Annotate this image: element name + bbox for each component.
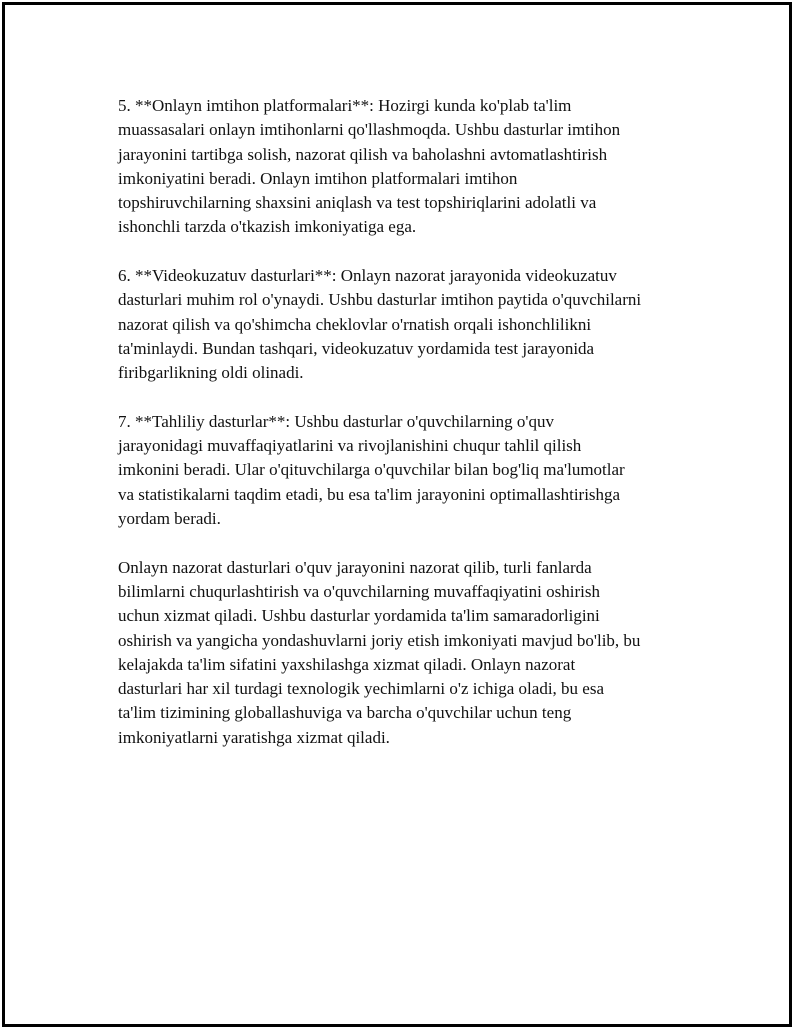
paragraph-conclusion <box>118 556 698 750</box>
text-line: oshirish va yangicha yondashuvlarni joriy etish imkoniyati mavjud bo'lib, bu <box>118 630 641 650</box>
paragraph-video-surveillance <box>118 264 698 385</box>
text-line: kelajakda ta'lim sifatini yaxshilashga xizmat qiladi. Onlayn nazorat <box>118 654 576 674</box>
text-line: 5. **Onlayn imtihon platformalari**: Hozirgi kunda ko'plab ta'lim <box>118 96 572 115</box>
text-line: va statistikalarni taqdim etadi, bu esa ta'lim jarayonini optimallashtirishga <box>118 484 621 504</box>
text-line: bilimlarni chuqurlashtirish va o'quvchilarning muvaffaqiyatini oshirish <box>118 581 600 601</box>
text-line: muassasalari onlayn imtihonlarni qo'llashmoqda. Ushbu dasturlar imtihon <box>118 120 621 140</box>
text-line: topshiruvchilarning shaxsini aniqlash va test topshiriqlarini adolatli va <box>118 193 597 213</box>
text-line: imkoniyatini beradi. Onlayn imtihon platformalari imtihon <box>118 168 518 188</box>
text-line: ishonchli tarzda o'tkazish imkoniyatiga ega. <box>118 217 417 237</box>
text-line: yordam beradi. <box>118 509 221 529</box>
text-line: uchun xizmat qiladi. Ushbu dasturlar yordamida ta'lim samaradorligini <box>118 606 600 626</box>
text-line: 6. **Videokuzatuv dasturlari**: Onlayn nazorat jarayonida videokuzatuv <box>118 266 617 286</box>
text-line: imkonini beradi. Ular o'qituvchilarga o'quvchilar bilan bog'liq ma'lumotlar <box>118 460 625 480</box>
text-line: dasturlari muhim rol o'ynaydi. Ushbu dasturlar imtihon paytida o'quvchilarni <box>118 290 642 310</box>
document-body <box>118 94 698 774</box>
text-line: firibgarlikning oldi olinadi. <box>118 363 304 383</box>
text-line: jarayonini tartibga solish, nazorat qilish va baholashni avtomatlashtirish <box>118 144 608 164</box>
paragraph-online-exam-platforms <box>118 94 698 240</box>
text-line: nazorat qilish va qo'shimcha cheklovlar o'rnatish orqali ishonchlilikni <box>118 314 592 334</box>
text-line: ta'lim tizimining globallashuviga va barcha o'quvchilar uchun teng <box>118 703 572 723</box>
text-line: dasturlari har xil turdagi texnologik yechimlarni o'z ichiga oladi, bu esa <box>118 679 605 699</box>
text-line: imkoniyatlarni yaratishga xizmat qiladi. <box>118 727 390 747</box>
text-line: jarayonidagi muvaffaqiyatlarini va rivojlanishini chuqur tahlil qilish <box>118 436 582 456</box>
paragraph-analytics-software <box>118 410 698 531</box>
text-line: Onlayn nazorat dasturlari o'quv jarayonini nazorat qilib, turli fanlarda <box>118 557 592 577</box>
text-line: ta'minlaydi. Bundan tashqari, videokuzatuv yordamida test jarayonida <box>118 338 595 358</box>
text-line: 7. **Tahliliy dasturlar**: Ushbu dasturlar o'quvchilarning o'quv <box>118 411 554 431</box>
